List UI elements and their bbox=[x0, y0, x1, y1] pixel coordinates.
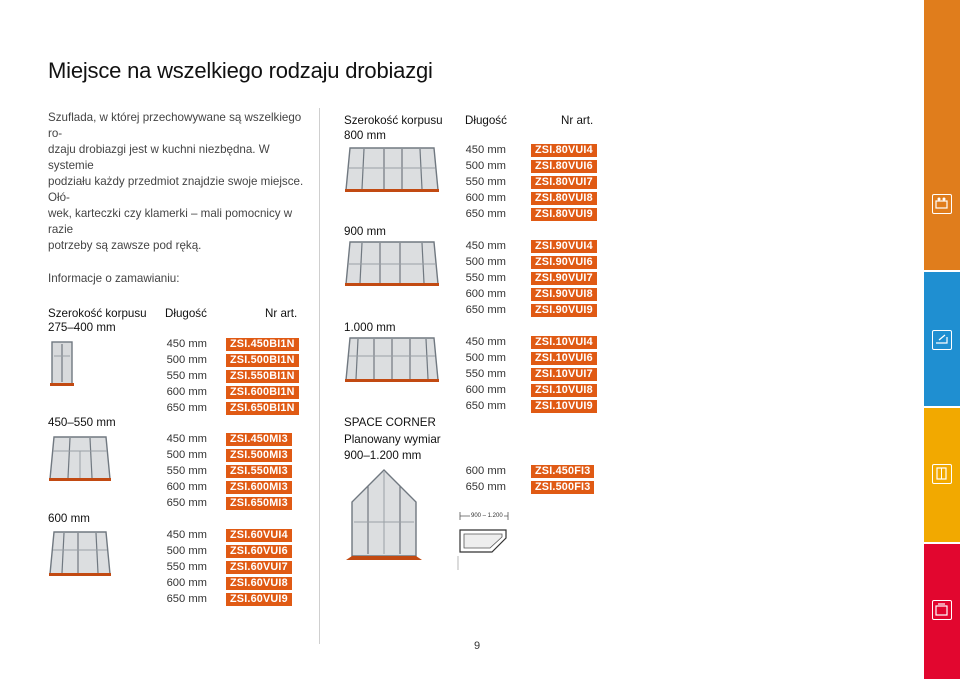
length-value: 650 mm bbox=[166, 497, 207, 509]
space-corner-dimension-label: 900 – 1.200 bbox=[471, 513, 503, 519]
length-value: 600 mm bbox=[465, 465, 506, 477]
width-group-label: 1.000 mm bbox=[344, 321, 396, 334]
length-value: 500 mm bbox=[465, 352, 506, 364]
article-number-badge: ZSI.450MI3 bbox=[226, 433, 292, 446]
length-value: 650 mm bbox=[465, 400, 506, 412]
tab-appliance[interactable] bbox=[924, 544, 960, 679]
page-title: Miejsce na wszelkiego rodzaju drobiazgi bbox=[48, 58, 433, 83]
cabinet-icon bbox=[932, 464, 952, 484]
article-number-badge: ZSI.650MI3 bbox=[226, 497, 292, 510]
length-value: 500 mm bbox=[166, 354, 207, 366]
header-art: Nr art. bbox=[265, 307, 298, 320]
article-number-badge: ZSI.60VUI7 bbox=[226, 561, 292, 574]
article-number-badge: ZSI.450FI3 bbox=[531, 465, 594, 478]
article-number-badge: ZSI.10VUI4 bbox=[531, 336, 597, 349]
length-value: 550 mm bbox=[166, 370, 207, 382]
space-corner-sublabel: Planowany wymiar bbox=[344, 433, 441, 446]
tab-kitchen[interactable] bbox=[924, 0, 960, 270]
length-value: 600 mm bbox=[465, 192, 506, 204]
length-value: 600 mm bbox=[166, 481, 207, 493]
article-number-badge: ZSI.60VUI8 bbox=[226, 577, 292, 590]
article-number-badge: ZSI.80VUI8 bbox=[531, 192, 597, 205]
length-value: 650 mm bbox=[166, 402, 207, 414]
width-group-label: 900 mm bbox=[344, 225, 386, 238]
article-number-badge: ZSI.550BI1N bbox=[226, 370, 299, 383]
length-value: 650 mm bbox=[465, 304, 506, 316]
length-value: 650 mm bbox=[465, 481, 506, 493]
drawer-insert-600-image bbox=[48, 530, 112, 578]
length-value: 600 mm bbox=[166, 386, 207, 398]
length-value: 450 mm bbox=[465, 240, 506, 252]
drawer-insert-800-image bbox=[344, 146, 440, 194]
header-length: Długość bbox=[165, 307, 207, 320]
length-value: 550 mm bbox=[166, 465, 207, 477]
length-value: 550 mm bbox=[166, 561, 207, 573]
article-number-badge: ZSI.80VUI6 bbox=[531, 160, 597, 173]
length-value: 550 mm bbox=[465, 272, 506, 284]
header-width: Szerokość korpusu bbox=[344, 114, 443, 127]
article-number-badge: ZSI.500BI1N bbox=[226, 354, 299, 367]
intro-line: potrzeby są zawsze pod ręką. bbox=[48, 239, 202, 252]
page-number: 9 bbox=[474, 640, 481, 652]
width-group-label: 600 mm bbox=[48, 512, 90, 525]
article-number-badge: ZSI.60VUI4 bbox=[226, 529, 292, 542]
article-number-badge: ZSI.650BI1N bbox=[226, 402, 299, 415]
drawer-insert-900-image bbox=[344, 240, 440, 288]
space-corner-insert-image bbox=[344, 466, 424, 562]
length-value: 450 mm bbox=[166, 433, 207, 445]
length-value: 500 mm bbox=[166, 545, 207, 557]
length-value: 650 mm bbox=[465, 208, 506, 220]
length-value: 450 mm bbox=[465, 336, 506, 348]
article-number-badge: ZSI.90VUI6 bbox=[531, 256, 597, 269]
article-number-badge: ZSI.60VUI6 bbox=[226, 545, 292, 558]
length-value: 600 mm bbox=[166, 577, 207, 589]
intro-line: podziału każdy przedmiot znajdzie swoje miejsce. Ołó- bbox=[48, 175, 304, 204]
space-corner-label: SPACE CORNER bbox=[344, 416, 436, 429]
length-value: 500 mm bbox=[166, 449, 207, 461]
order-info-heading: Informacje o zamawianiu: bbox=[48, 272, 180, 285]
article-number-badge: ZSI.80VUI9 bbox=[531, 208, 597, 221]
article-number-badge: ZSI.60VUI9 bbox=[226, 593, 292, 606]
drawer-insert-medium-image bbox=[48, 435, 112, 483]
space-corner-range: 900–1.200 mm bbox=[344, 449, 422, 462]
column-divider bbox=[319, 108, 320, 644]
drawer-insert-narrow-image bbox=[48, 340, 76, 388]
article-number-badge: ZSI.90VUI4 bbox=[531, 240, 597, 253]
intro-paragraph bbox=[48, 110, 308, 254]
article-number-badge: ZSI.80VUI7 bbox=[531, 176, 597, 189]
width-group-label: 450–550 mm bbox=[48, 416, 116, 429]
length-value: 450 mm bbox=[465, 144, 506, 156]
article-number-badge: ZSI.500FI3 bbox=[531, 481, 594, 494]
intro-line: wek, karteczki czy klamerki – mali pomocnicy w razie bbox=[48, 207, 293, 236]
appliance-icon bbox=[932, 600, 952, 620]
width-group-label: 275–400 mm bbox=[48, 321, 116, 334]
drawer-icon bbox=[932, 330, 952, 350]
length-value: 650 mm bbox=[166, 593, 207, 605]
length-value: 500 mm bbox=[465, 160, 506, 172]
article-number-badge: ZSI.90VUI7 bbox=[531, 272, 597, 285]
article-number-badge: ZSI.450BI1N bbox=[226, 338, 299, 351]
tab-cabinet[interactable] bbox=[924, 408, 960, 542]
header-length: Długość bbox=[465, 114, 507, 127]
article-number-badge: ZSI.10VUI6 bbox=[531, 352, 597, 365]
length-value: 500 mm bbox=[465, 256, 506, 268]
section-tabs bbox=[924, 0, 960, 679]
tab-drawer[interactable] bbox=[924, 272, 960, 406]
article-number-badge: ZSI.550MI3 bbox=[226, 465, 292, 478]
length-value: 550 mm bbox=[465, 368, 506, 380]
intro-line: dzaju drobiazgi jest w kuchni niezbędna. W systemie bbox=[48, 143, 270, 172]
article-number-badge: ZSI.600BI1N bbox=[226, 386, 299, 399]
length-value: 600 mm bbox=[465, 384, 506, 396]
article-number-badge: ZSI.90VUI8 bbox=[531, 288, 597, 301]
article-number-badge: ZSI.80VUI4 bbox=[531, 144, 597, 157]
width-group-label: 800 mm bbox=[344, 129, 386, 142]
header-art: Nr art. bbox=[561, 114, 594, 127]
length-value: 550 mm bbox=[465, 176, 506, 188]
intro-line: Szuflada, w której przechowywane są wszelkiego ro- bbox=[48, 111, 302, 140]
drawer-insert-1000-image bbox=[344, 336, 440, 384]
article-number-badge: ZSI.500MI3 bbox=[226, 449, 292, 462]
article-number-badge: ZSI.90VUI9 bbox=[531, 304, 597, 317]
length-value: 450 mm bbox=[166, 529, 207, 541]
article-number-badge: ZSI.10VUI7 bbox=[531, 368, 597, 381]
length-value: 450 mm bbox=[166, 338, 207, 350]
header-width: Szerokość korpusu bbox=[48, 307, 147, 320]
article-number-badge: ZSI.600MI3 bbox=[226, 481, 292, 494]
length-value: 600 mm bbox=[465, 288, 506, 300]
article-number-badge: ZSI.10VUI8 bbox=[531, 384, 597, 397]
article-number-badge: ZSI.10VUI9 bbox=[531, 400, 597, 413]
kitchen-icon bbox=[932, 194, 952, 214]
